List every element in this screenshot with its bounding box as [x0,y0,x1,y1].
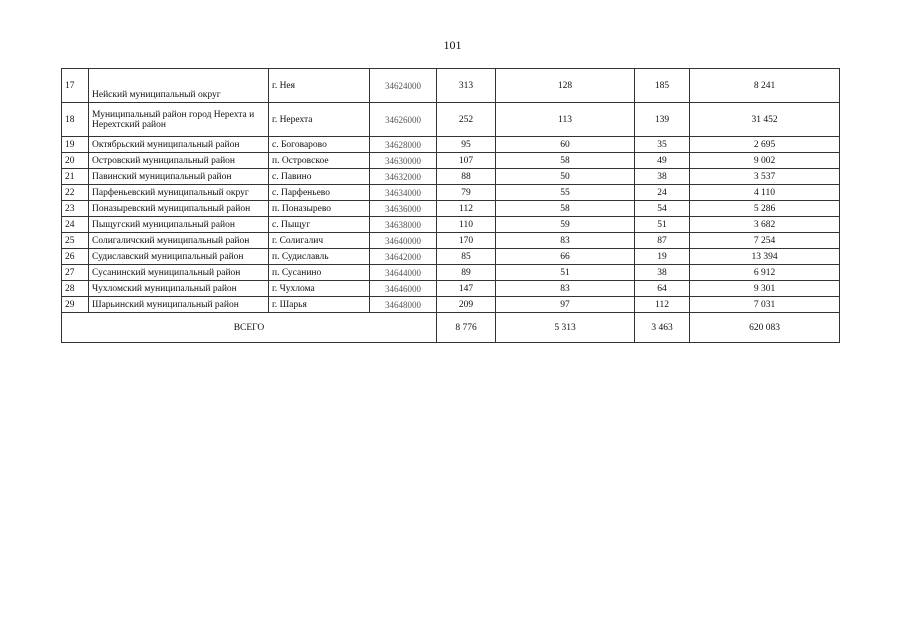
municipality-name-cell: Павинский муниципальный район [89,169,269,185]
oktmo-code-cell: 34626000 [370,103,437,137]
municipality-name-cell: Поназыревский муниципальный район [89,201,269,217]
row-number-cell: 17 [62,69,89,103]
settlement-cell: с. Пыщуг [269,217,370,233]
settlement-cell: с. Павино [269,169,370,185]
row-number-cell: 21 [62,169,89,185]
value-4-cell: 4 110 [690,185,840,201]
value-1-cell: 170 [437,233,496,249]
oktmo-code-cell: 34644000 [370,265,437,281]
oktmo-code-cell: 34624000 [370,69,437,103]
table-row [62,153,840,169]
total-row [62,313,840,343]
oktmo-code-cell: 34642000 [370,249,437,265]
value-1-cell: 313 [437,69,496,103]
value-2-cell: 83 [496,281,635,297]
value-1-cell: 112 [437,201,496,217]
value-3-cell: 38 [635,169,690,185]
value-4-cell: 31 452 [690,103,840,137]
municipality-name-cell: Нейский муниципальный округ [89,69,269,103]
settlement-cell: п. Судиславль [269,249,370,265]
value-3-cell: 139 [635,103,690,137]
value-2-cell: 83 [496,233,635,249]
oktmo-code-cell: 34640000 [370,233,437,249]
total-value-3-cell: 3 463 [635,313,690,343]
value-4-cell: 2 695 [690,137,840,153]
municipality-name-cell: Солигаличский муниципальный район [89,233,269,249]
table-row [62,69,840,103]
value-1-cell: 89 [437,265,496,281]
settlement-cell: п. Поназырево [269,201,370,217]
municipality-name-cell: Октябрьский муниципальный район [89,137,269,153]
municipality-name-cell: Судиславский муниципальный район [89,249,269,265]
row-number-cell: 22 [62,185,89,201]
value-4-cell: 3 682 [690,217,840,233]
total-value-2-cell: 5 313 [496,313,635,343]
row-number-cell: 20 [62,153,89,169]
oktmo-code-cell: 34638000 [370,217,437,233]
total-value-1-cell: 8 776 [437,313,496,343]
value-4-cell: 6 912 [690,265,840,281]
settlement-cell: г. Солигалич [269,233,370,249]
value-4-cell: 8 241 [690,69,840,103]
row-number-cell: 19 [62,137,89,153]
value-2-cell: 59 [496,217,635,233]
settlement-cell: п. Островское [269,153,370,169]
table-body [62,69,840,343]
value-3-cell: 87 [635,233,690,249]
settlement-cell: с. Боговарово [269,137,370,153]
municipality-name-cell: Парфеньевский муниципальный округ [89,185,269,201]
settlement-cell: г. Шарья [269,297,370,313]
table-row [62,281,840,297]
table-row [62,265,840,281]
value-1-cell: 88 [437,169,496,185]
total-label-cell: ВСЕГО [62,313,437,343]
value-2-cell: 97 [496,297,635,313]
value-4-cell: 9 301 [690,281,840,297]
table-row [62,201,840,217]
value-2-cell: 60 [496,137,635,153]
row-number-cell: 25 [62,233,89,249]
value-3-cell: 19 [635,249,690,265]
value-2-cell: 51 [496,265,635,281]
value-1-cell: 107 [437,153,496,169]
value-1-cell: 79 [437,185,496,201]
value-1-cell: 85 [437,249,496,265]
settlement-cell: г. Нея [269,69,370,103]
value-1-cell: 209 [437,297,496,313]
row-number-cell: 27 [62,265,89,281]
row-number-cell: 26 [62,249,89,265]
value-3-cell: 49 [635,153,690,169]
table-row [62,137,840,153]
value-4-cell: 5 286 [690,201,840,217]
municipality-name-cell: Чухломский муниципальный район [89,281,269,297]
value-1-cell: 110 [437,217,496,233]
value-2-cell: 66 [496,249,635,265]
value-2-cell: 50 [496,169,635,185]
table-row [62,169,840,185]
value-2-cell: 113 [496,103,635,137]
value-4-cell: 9 002 [690,153,840,169]
table-row [62,249,840,265]
value-1-cell: 252 [437,103,496,137]
total-value-4-cell: 620 083 [690,313,840,343]
oktmo-code-cell: 34646000 [370,281,437,297]
value-4-cell: 7 031 [690,297,840,313]
value-3-cell: 24 [635,185,690,201]
oktmo-code-cell: 34634000 [370,185,437,201]
row-number-cell: 18 [62,103,89,137]
municipality-name-cell: Островский муниципальный район [89,153,269,169]
table-row [62,233,840,249]
oktmo-code-cell: 34632000 [370,169,437,185]
value-3-cell: 35 [635,137,690,153]
municipality-name-cell: Сусанинский муниципальный район [89,265,269,281]
municipality-name-cell: Муниципальный район город Нерехта и Нерехтский район [89,103,269,137]
value-3-cell: 185 [635,69,690,103]
table-row [62,185,840,201]
value-3-cell: 112 [635,297,690,313]
value-1-cell: 95 [437,137,496,153]
settlement-cell: с. Парфеньево [269,185,370,201]
row-number-cell: 23 [62,201,89,217]
value-3-cell: 64 [635,281,690,297]
value-4-cell: 13 394 [690,249,840,265]
municipality-name-cell: Пыщугский муниципальный район [89,217,269,233]
row-number-cell: 24 [62,217,89,233]
settlement-cell: г. Нерехта [269,103,370,137]
value-2-cell: 58 [496,153,635,169]
row-number-cell: 29 [62,297,89,313]
page-number: 101 [443,38,462,52]
oktmo-code-cell: 34630000 [370,153,437,169]
row-number-cell: 28 [62,281,89,297]
value-2-cell: 58 [496,201,635,217]
table-row [62,297,840,313]
data-table [61,68,840,343]
value-2-cell: 55 [496,185,635,201]
value-2-cell: 128 [496,69,635,103]
oktmo-code-cell: 34636000 [370,201,437,217]
value-3-cell: 54 [635,201,690,217]
oktmo-code-cell: 34648000 [370,297,437,313]
table-row [62,217,840,233]
value-4-cell: 3 537 [690,169,840,185]
value-1-cell: 147 [437,281,496,297]
municipality-name-cell: Шарьинский муниципальный район [89,297,269,313]
oktmo-code-cell: 34628000 [370,137,437,153]
table-row [62,103,840,137]
value-3-cell: 51 [635,217,690,233]
value-4-cell: 7 254 [690,233,840,249]
settlement-cell: г. Чухлома [269,281,370,297]
value-3-cell: 38 [635,265,690,281]
settlement-cell: п. Сусанино [269,265,370,281]
